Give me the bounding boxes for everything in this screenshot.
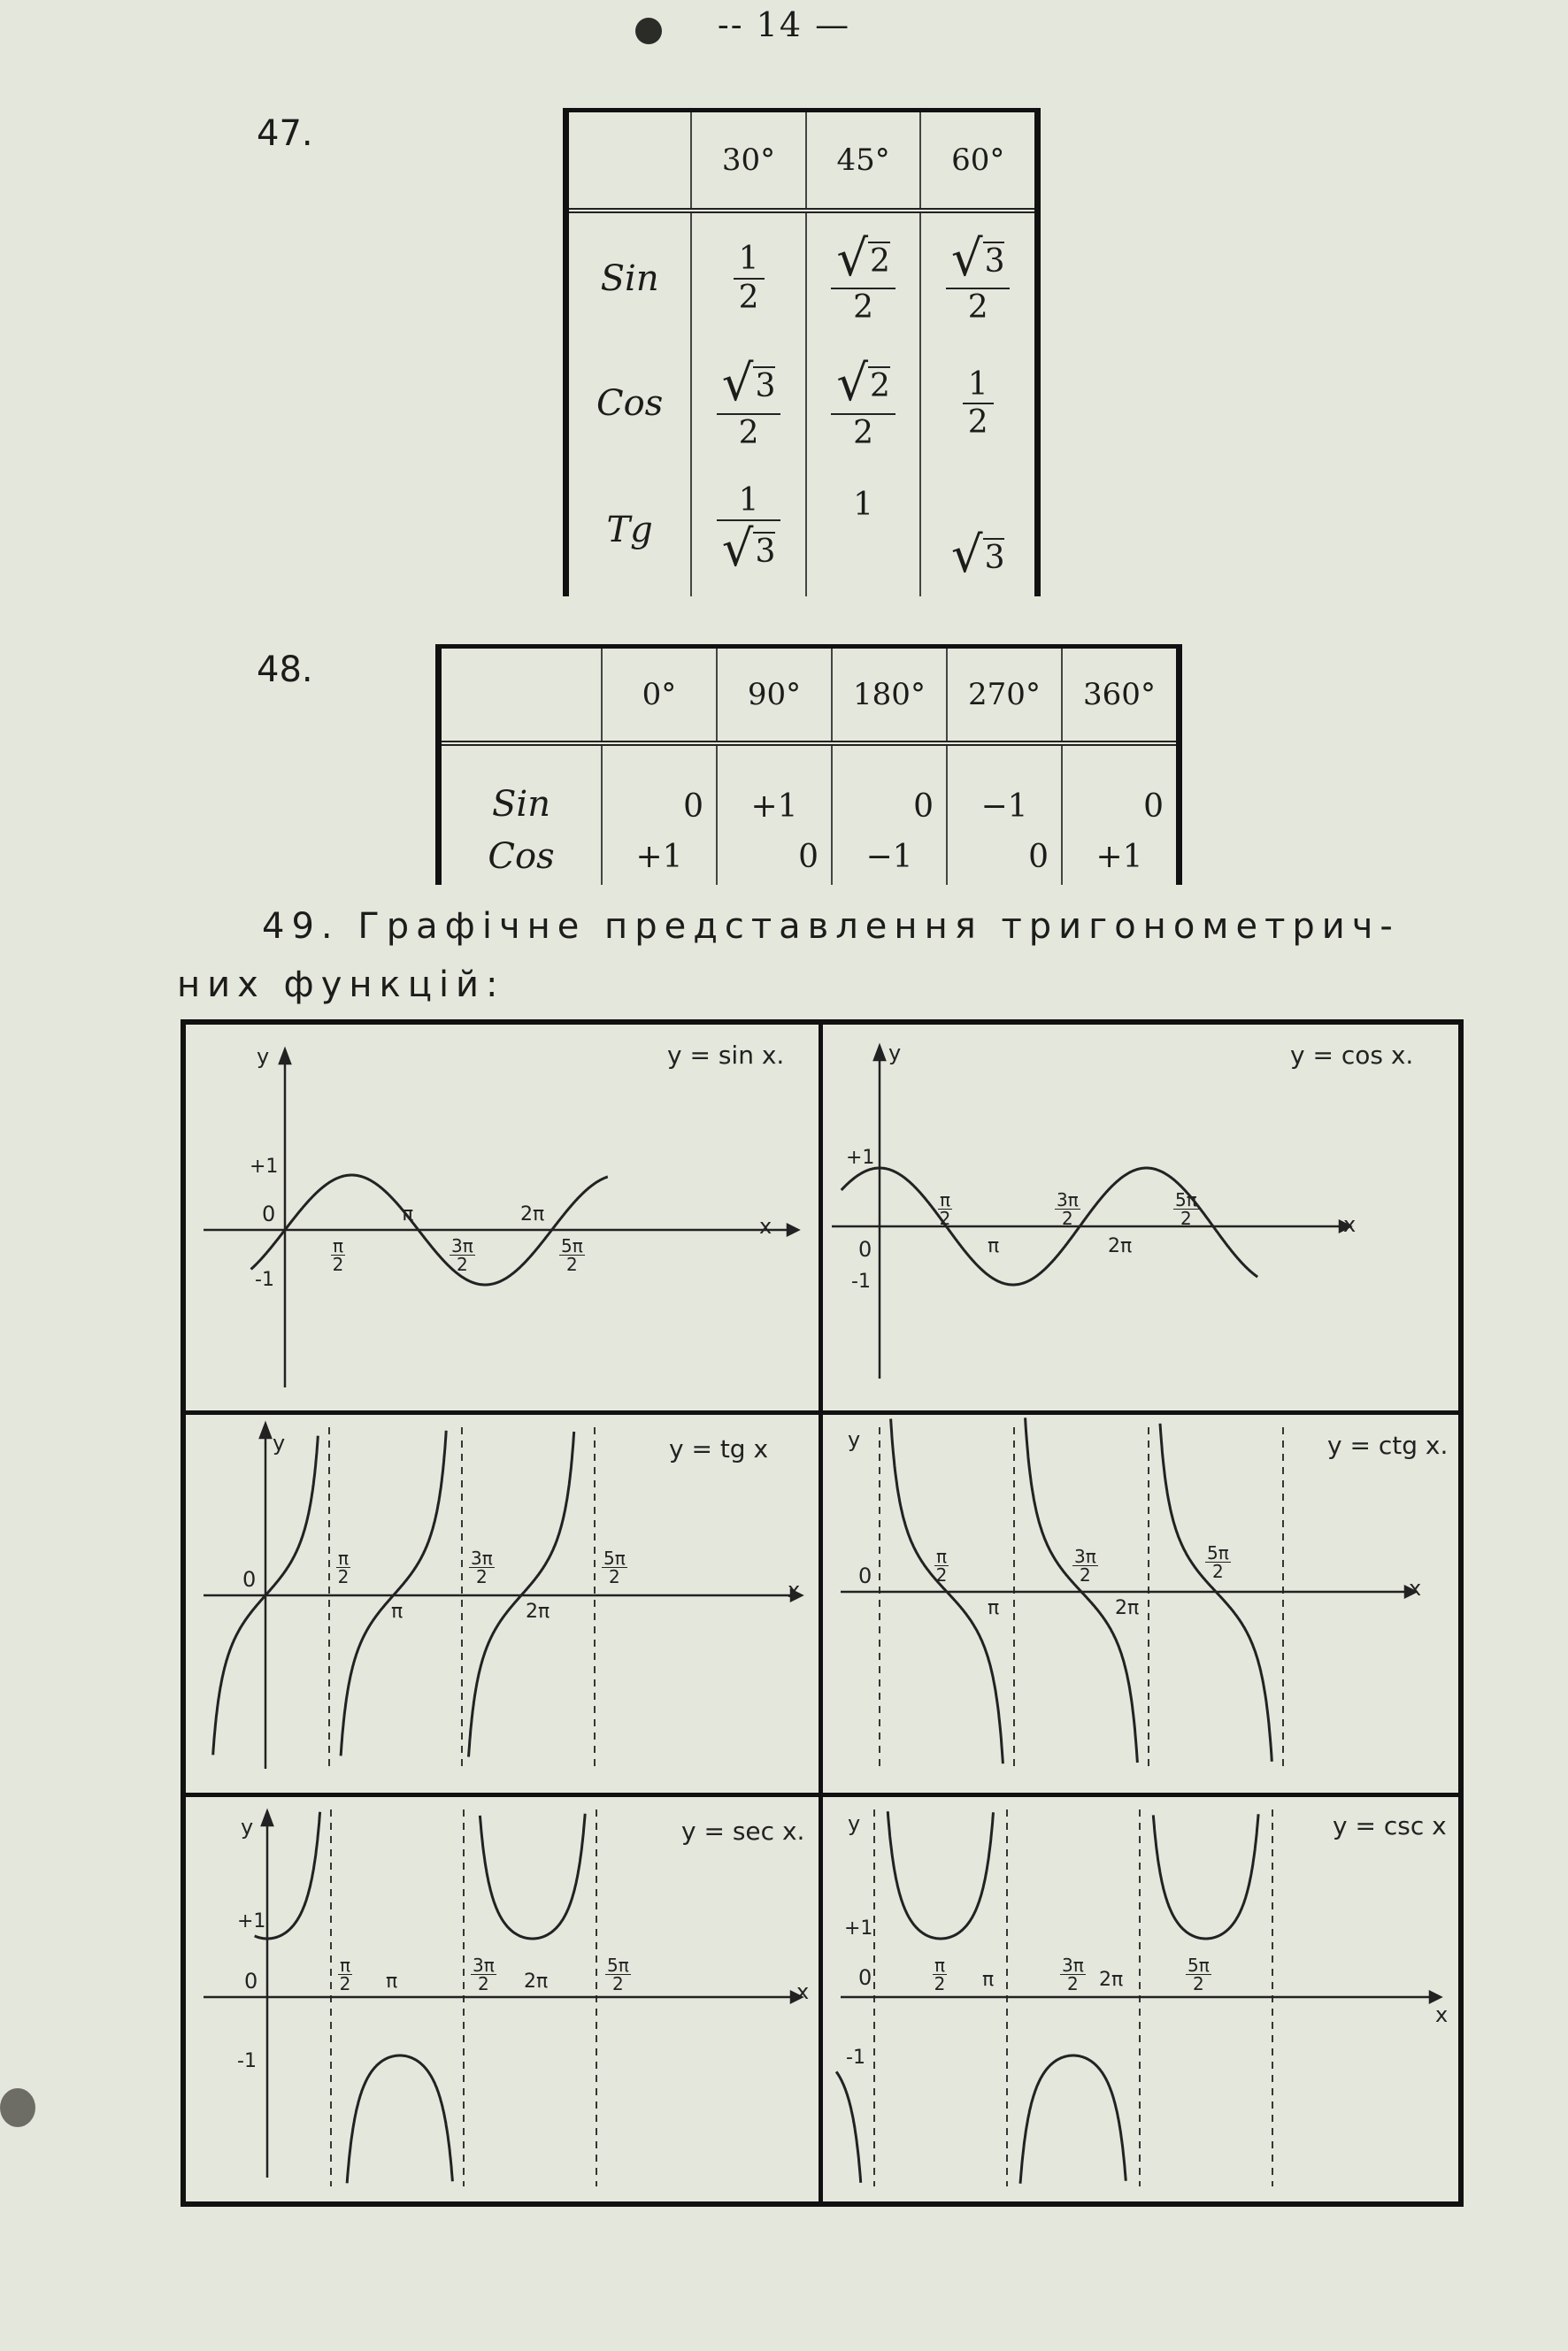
x-axis-label: x (1343, 1212, 1357, 1237)
graph-formula: y = ctg x. (1327, 1431, 1449, 1460)
tick-label-minus-one: -1 (255, 1269, 274, 1291)
table-48-header: 180° (832, 647, 947, 744)
item-49-heading-line1: 49. Графічне представлення тригонометрич- (262, 906, 1400, 947)
tick-label-plus-one: +1 (844, 1917, 873, 1940)
tick-label-5pi-over-2: 5π 2 (1175, 1189, 1197, 1229)
cell-tg-60: √3 (920, 464, 1037, 596)
tick-label-minus-one: -1 (846, 2047, 865, 2069)
cell-sin-0: 0 (602, 743, 717, 828)
graph-ctg (823, 1415, 1458, 1793)
origin-label: 0 (858, 1237, 872, 1262)
tick-label-pi-over-2: π 2 (934, 1955, 946, 1994)
page-number: -- 14 — (717, 5, 851, 44)
table-47-corner (566, 111, 692, 211)
cell-sin-60: $\frac{√3}{2}$ (920, 211, 1037, 343)
graph-sec (186, 1797, 818, 2201)
table-48 (435, 644, 1182, 885)
tick-label-3pi-over-2: 3π 2 (1062, 1955, 1084, 1994)
cell-cos-30: $\frac{√3}{2}$ (691, 343, 806, 464)
cell-cos-270: 0 (947, 828, 1062, 885)
origin-label: 0 (242, 1567, 257, 1592)
y-axis-label: y (848, 1427, 861, 1452)
cell-sin-45: $\frac{√2}{2}$ (806, 211, 921, 343)
tick-label-2pi: 2π (1115, 1597, 1140, 1619)
graph-formula: y = cos x. (1290, 1041, 1414, 1070)
table-47 (563, 108, 1041, 596)
cell-sin-180: 0 (832, 743, 947, 828)
cell-tg-45: 1 (806, 464, 921, 596)
cell-cos-360: +1 (1062, 828, 1180, 885)
graph-formula: y = tg x (669, 1434, 769, 1464)
cell-tg-30: $\frac{1}{√3}$ (691, 464, 806, 596)
tick-label-3pi-over-2: 3π 2 (1074, 1546, 1096, 1586)
tick-label-5pi-over-2: 5π 2 (603, 1548, 626, 1587)
tick-label-pi: π (982, 1969, 995, 1991)
tick-label-2pi: 2π (1108, 1235, 1133, 1257)
tick-label-2pi: 2π (520, 1203, 545, 1225)
cell-cos-45: $\frac{√2}{2}$ (806, 343, 921, 464)
tick-label-3pi-over-2: 3π 2 (473, 1955, 495, 1994)
tick-label-minus-one: -1 (237, 2050, 257, 2072)
cell-sin-360: 0 (1062, 743, 1180, 828)
tick-label-plus-one: +1 (237, 1910, 266, 1932)
y-axis-arrow (260, 1424, 271, 1438)
tick-label-pi: π (391, 1601, 404, 1623)
table-47-header: 30° (691, 111, 806, 211)
tick-label-5pi-over-2: 5π 2 (1188, 1955, 1210, 1994)
graph-sin (186, 1025, 818, 1410)
table-48-header: 0° (602, 647, 717, 744)
origin-label: 0 (858, 1563, 872, 1588)
graph-formula: y = sin x. (667, 1041, 785, 1070)
table-48-header: 360° (1062, 647, 1180, 744)
x-axis-label: x (796, 1979, 810, 2004)
table-47-header: 60° (920, 111, 1037, 211)
table-48-header: 270° (947, 647, 1062, 744)
origin-label: 0 (858, 1965, 872, 1990)
row-label-cos: Cos (596, 383, 664, 424)
x-axis-label: x (1435, 2002, 1449, 2027)
cell-sin-30: $\frac{1}{2}$ (691, 211, 806, 343)
graph-tg (186, 1415, 818, 1793)
cell-cos-180: −1 (832, 828, 947, 885)
row-label-tg: Tg (606, 510, 653, 550)
tick-label-pi-over-2: π 2 (939, 1189, 951, 1229)
tick-label-3pi-over-2: 3π 2 (451, 1235, 473, 1275)
y-axis-label: y (273, 1431, 286, 1456)
graph-formula: y = sec x. (681, 1817, 805, 1846)
tick-label-plus-one: +1 (250, 1156, 279, 1178)
item-48-number: 48. (257, 649, 313, 690)
tick-label-2pi: 2π (1099, 1969, 1124, 1991)
row-label-sin: Sin (600, 257, 659, 299)
tick-label-pi-over-2: π 2 (935, 1546, 948, 1586)
cell-cos-0: +1 (602, 828, 717, 885)
graph-csc (823, 1797, 1458, 2201)
origin-label: 0 (244, 1969, 258, 1994)
x-axis-arrow (1430, 1992, 1441, 2002)
tick-label-pi-over-2: π 2 (337, 1548, 350, 1587)
cell-cos-90: 0 (717, 828, 832, 885)
y-axis-arrow (874, 1046, 885, 1060)
y-axis-arrow (262, 1811, 273, 1825)
item-49-heading-line2: них функцій: (177, 964, 505, 1005)
y-axis-label: y (257, 1044, 270, 1069)
cell-sin-270: −1 (947, 743, 1062, 828)
x-axis-arrow (788, 1225, 798, 1235)
x-axis-label: x (1409, 1576, 1422, 1601)
tick-label-5pi-over-2: 5π 2 (561, 1235, 583, 1275)
graph-formula: y = csc x (1333, 1811, 1447, 1840)
tick-label-3pi-over-2: 3π 2 (1057, 1189, 1079, 1229)
tick-label-2pi: 2π (524, 1971, 549, 1993)
tick-label-pi-over-2: π 2 (339, 1955, 351, 1994)
tick-label-3pi-over-2: 3π 2 (471, 1548, 493, 1587)
tick-label-2pi: 2π (526, 1601, 550, 1623)
row-label-cos: Cos (488, 836, 555, 877)
tick-label-5pi-over-2: 5π 2 (607, 1955, 629, 1994)
y-axis-label: y (888, 1041, 902, 1065)
origin-label: 0 (262, 1202, 276, 1226)
y-axis-label: y (241, 1815, 254, 1840)
tick-label-pi-over-2: π 2 (332, 1235, 344, 1275)
y-axis-arrow (280, 1049, 290, 1064)
tangent-curve (213, 1431, 574, 1757)
cell-cos-60: $\frac{1}{2}$ (920, 343, 1037, 464)
table-48-corner (439, 647, 603, 744)
row-label-sin: Sin (492, 784, 550, 825)
tick-label-plus-one: +1 (846, 1147, 875, 1169)
tick-label-pi: π (386, 1971, 398, 1993)
tick-label-pi: π (988, 1597, 1000, 1619)
table-48-header: 90° (717, 647, 832, 744)
graph-cos (823, 1025, 1458, 1410)
y-axis-label: y (848, 1811, 861, 1836)
cell-sin-90: +1 (717, 743, 832, 828)
tick-label-pi: π (988, 1235, 1000, 1257)
graphs-panel (181, 1019, 1464, 2207)
paper-stain (0, 2088, 35, 2127)
tick-label-minus-one: -1 (851, 1271, 871, 1293)
tick-label-pi: π (402, 1203, 414, 1225)
item-47-number: 47. (257, 113, 313, 154)
x-axis-label: x (759, 1214, 772, 1239)
table-47-header: 45° (806, 111, 921, 211)
tick-label-5pi-over-2: 5π 2 (1207, 1542, 1229, 1582)
x-axis-label: x (788, 1578, 801, 1602)
